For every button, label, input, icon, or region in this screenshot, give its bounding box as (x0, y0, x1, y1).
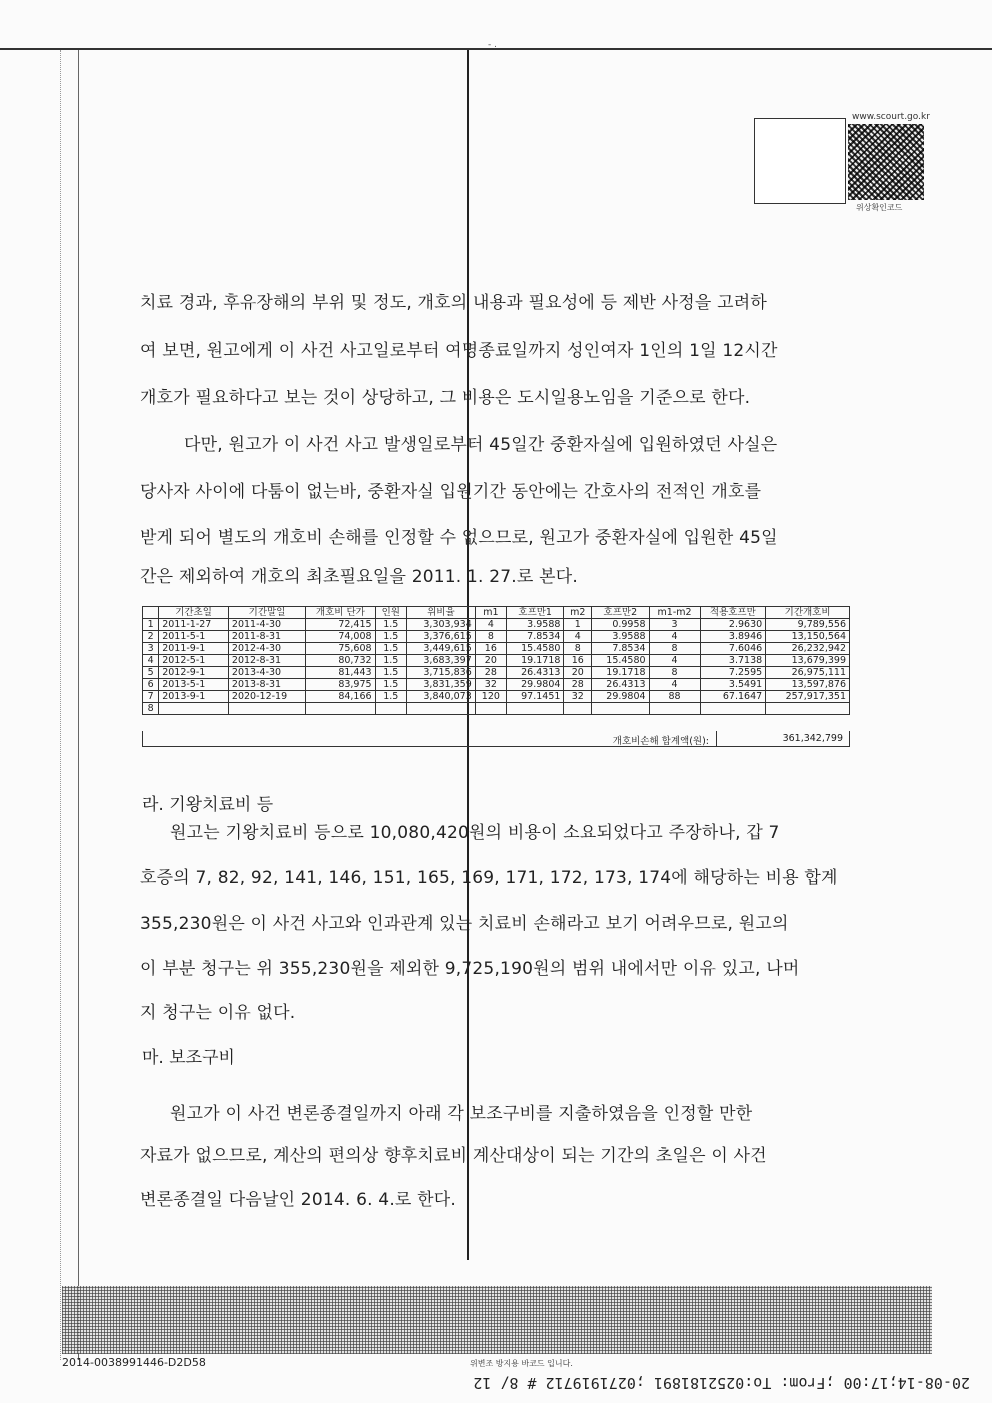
table-cell: 7 (143, 691, 159, 703)
table-total-row (142, 731, 850, 747)
table-header: 개호비 단가 (306, 607, 375, 619)
table-cell: 20 (475, 655, 506, 667)
table-row (143, 703, 850, 715)
table-cell: 1.5 (375, 679, 406, 691)
table-cell (375, 703, 406, 715)
table-cell: 3,376,615 (407, 631, 476, 643)
table-cell: 2012-8-31 (228, 655, 305, 667)
table-header: m1 (475, 607, 506, 619)
table-header: 위비율 (407, 607, 476, 619)
table-header: m2 (564, 607, 592, 619)
table-cell: 2011-8-31 (228, 631, 305, 643)
table-cell: 2012-9-1 (159, 667, 229, 679)
section-ra-line: 호증의 7, 82, 92, 141, 146, 151, 165, 169, 171, 172, 173, 174에 해당하는 비용 합계 (140, 868, 838, 888)
table-cell: 15.4580 (506, 643, 563, 655)
table-cell: 1.5 (375, 667, 406, 679)
table-row (143, 643, 850, 655)
section-heading: 마. 보조구비 (142, 1048, 235, 1068)
table-cell: 67.1647 (700, 691, 766, 703)
table-cell: 8 (649, 667, 700, 679)
section-ra-line: 지 청구는 이유 없다. (140, 1003, 296, 1023)
table-cell: 2012-4-30 (228, 643, 305, 655)
table-cell: 2013-8-31 (228, 679, 305, 691)
table-cell: 32 (475, 679, 506, 691)
paragraph1-line: 개호가 필요하다고 보는 것이 상당하고, 그 비용은 도시일용노임을 기준으로 한다. (140, 388, 751, 408)
table-header-row (143, 607, 850, 619)
table-cell (306, 703, 375, 715)
qr-caption: 위상확인코드 (856, 203, 903, 212)
table-cell: 8 (564, 643, 592, 655)
table-cell: 7.8534 (592, 643, 649, 655)
section-ra-line: 이 부분 청구는 위 355,230원을 제외한 9,725,190원의 범위 내에서만 이유 있고, 나머 (140, 959, 800, 979)
table-cell: 9,789,556 (766, 619, 850, 631)
table-cell: 4 (475, 619, 506, 631)
table-row (143, 631, 850, 643)
table-cell: 120 (475, 691, 506, 703)
table-cell: 3.9588 (506, 619, 563, 631)
table-cell: 3,303,934 (407, 619, 476, 631)
paragraph2-line: 다만, 원고가 이 사건 사고 발생일로부터 45일간 중환자실에 입원하였던 사실은 (184, 435, 778, 455)
table-cell: 3,715,836 (407, 667, 476, 679)
table-cell: 15.4580 (592, 655, 649, 667)
table-cell (592, 703, 649, 715)
table-cell: 2012-5-1 (159, 655, 229, 667)
table-cell: 13,597,876 (766, 679, 850, 691)
anti-forgery-barcode (62, 1286, 932, 1354)
table-cell: 80,732 (306, 655, 375, 667)
table-cell: 3,831,359 (407, 679, 476, 691)
table-cell: 4 (649, 631, 700, 643)
table-header: 기간초일 (159, 607, 229, 619)
care-cost-table (142, 606, 850, 715)
total-value: 361,342,799 (782, 733, 843, 744)
table-cell: 7.6046 (700, 643, 766, 655)
fax-header-line: 20-08-14;17:00 ;From: To:0252181891 ;0271919712 # 8/ 12 (473, 1374, 970, 1392)
table-cell (700, 703, 766, 715)
table-row (143, 679, 850, 691)
qr-code (848, 124, 924, 200)
table-cell: 19.1718 (592, 667, 649, 679)
table-cell: 8 (649, 643, 700, 655)
table-cell: 3,683,397 (407, 655, 476, 667)
table-cell: 32 (564, 691, 592, 703)
table-cell: 2013-4-30 (228, 667, 305, 679)
table-cell: 3.5491 (700, 679, 766, 691)
table-cell: 2011-4-30 (228, 619, 305, 631)
table-cell: 13,679,399 (766, 655, 850, 667)
table-cell: 1.5 (375, 631, 406, 643)
total-label: 개호비손해 합계액(원): (612, 736, 709, 747)
table-cell: 5 (143, 667, 159, 679)
table-cell (228, 703, 305, 715)
table-cell: 4 (649, 679, 700, 691)
table-row (143, 667, 850, 679)
table-cell: 2 (143, 631, 159, 643)
table-cell: 2011-1-27 (159, 619, 229, 631)
table-cell: 1.5 (375, 655, 406, 667)
table-cell: 2011-5-1 (159, 631, 229, 643)
table-header: 호프만2 (592, 607, 649, 619)
left-margin-rule (78, 50, 79, 1360)
table-cell: 29.9804 (506, 679, 563, 691)
table-cell: 74,008 (306, 631, 375, 643)
table-cell: 3.7138 (700, 655, 766, 667)
table-cell: 84,166 (306, 691, 375, 703)
section-ra-line: 355,230원은 이 사건 사고와 인과관계 있는 치료비 손해라고 보기 어려우므로, 원고의 (140, 914, 789, 934)
table-cell: 2020-12-19 (228, 691, 305, 703)
table-header: 기간개호비 (766, 607, 850, 619)
table-cell: 1.5 (375, 643, 406, 655)
table-cell (506, 703, 563, 715)
left-margin-dotted-rule (60, 50, 62, 1360)
table-cell: 75,608 (306, 643, 375, 655)
table-header: 기간말일 (228, 607, 305, 619)
table-cell: 29.9804 (592, 691, 649, 703)
table-cell: 26,975,111 (766, 667, 850, 679)
table-cell: 20 (564, 667, 592, 679)
table-cell: 28 (475, 667, 506, 679)
table-cell: 13,150,564 (766, 631, 850, 643)
table-cell: 26.4313 (592, 679, 649, 691)
table-cell: 3,449,615 (407, 643, 476, 655)
table-cell (407, 703, 476, 715)
table-cell: 8 (475, 631, 506, 643)
table-row (143, 619, 850, 631)
table-cell (159, 703, 229, 715)
paragraph1-line: 여 보면, 원고에게 이 사건 사고일로부터 여명종료일까지 성인여자 1인의 1일 12시간 (140, 341, 778, 361)
stamp-box (754, 118, 846, 204)
table-cell: 88 (649, 691, 700, 703)
paragraph2-line: 당사자 사이에 다툼이 없는바, 중환자실 입원기간 동안에는 간호사의 전적인 개호를 (140, 482, 762, 502)
table-cell: 81,443 (306, 667, 375, 679)
table-cell: 3,840,073 (407, 691, 476, 703)
paragraph2-line: 간은 제외하여 개호의 최초필요일을 2011. 1. 27.로 본다. (140, 567, 578, 587)
section-heading: 라. 기왕치료비 등 (142, 795, 274, 815)
barcode-note: 위변조 방지용 바코드 입니다. (470, 1359, 573, 1368)
table-header (143, 607, 159, 619)
table-cell (475, 703, 506, 715)
table-cell: 28 (564, 679, 592, 691)
table-cell: 3 (143, 643, 159, 655)
table-cell: 2013-5-1 (159, 679, 229, 691)
qr-url: www.scourt.go.kr (852, 112, 930, 122)
table-cell: 2013-9-1 (159, 691, 229, 703)
table-cell: 4 (564, 631, 592, 643)
table-cell (766, 703, 850, 715)
paragraph2-line: 받게 되어 별도의 개호비 손해를 인정할 수 없으므로, 원고가 중환자실에 입원한 45일 (140, 528, 778, 548)
table-cell: 3.8946 (700, 631, 766, 643)
table-cell: 26.4313 (506, 667, 563, 679)
table-header: 적용호프만 (700, 607, 766, 619)
table-cell: 16 (475, 643, 506, 655)
table-cell: 16 (564, 655, 592, 667)
table-header: m1-m2 (649, 607, 700, 619)
table-cell: 19.1718 (506, 655, 563, 667)
table-cell: 26,232,942 (766, 643, 850, 655)
table-header: 인원 (375, 607, 406, 619)
table-cell: 7.8534 (506, 631, 563, 643)
table-cell: 2011-9-1 (159, 643, 229, 655)
table-cell: 3.9588 (592, 631, 649, 643)
section-ma-line: 자료가 없으므로, 계산의 편의상 향후치료비 계산대상이 되는 기간의 초일은 이 사건 (140, 1146, 767, 1166)
table-cell: 1 (564, 619, 592, 631)
table-cell: 257,917,351 (766, 691, 850, 703)
table-cell: 4 (649, 655, 700, 667)
section-ma-line: 원고가 이 사건 변론종결일까지 아래 각 보조구비를 지출하였음을 인정할 만한 (170, 1104, 753, 1124)
table-cell: 97.1451 (506, 691, 563, 703)
table-cell (564, 703, 592, 715)
table-cell: 1.5 (375, 619, 406, 631)
table-row (143, 655, 850, 667)
table-header: 호프만1 (506, 607, 563, 619)
table-cell: 3 (649, 619, 700, 631)
table-body (143, 619, 850, 715)
section-ma-line: 변론종결일 다음날인 2014. 6. 4.로 한다. (140, 1190, 456, 1210)
table-cell: 6 (143, 679, 159, 691)
table-cell: 7.2595 (700, 667, 766, 679)
top-mark: - . (488, 40, 497, 50)
table-cell: 83,975 (306, 679, 375, 691)
paragraph1-line: 치료 경과, 후유장해의 부위 및 정도, 개호의 내용과 필요성에 등 제반 사정을 고려하 (140, 293, 767, 313)
table-cell: 8 (143, 703, 159, 715)
table-cell: 72,415 (306, 619, 375, 631)
table-cell: 1.5 (375, 691, 406, 703)
document-id: 2014-0038991446-D2D58 (62, 1356, 206, 1369)
table-cell (649, 703, 700, 715)
table-cell: 1 (143, 619, 159, 631)
table-cell: 4 (143, 655, 159, 667)
total-separator (716, 731, 717, 746)
table-cell: 2.9630 (700, 619, 766, 631)
section-ra-line: 원고는 기왕치료비 등으로 10,080,420원의 비용이 소요되었다고 주장하나, 갑 7 (170, 823, 780, 843)
table-row (143, 691, 850, 703)
table-cell: 0.9958 (592, 619, 649, 631)
